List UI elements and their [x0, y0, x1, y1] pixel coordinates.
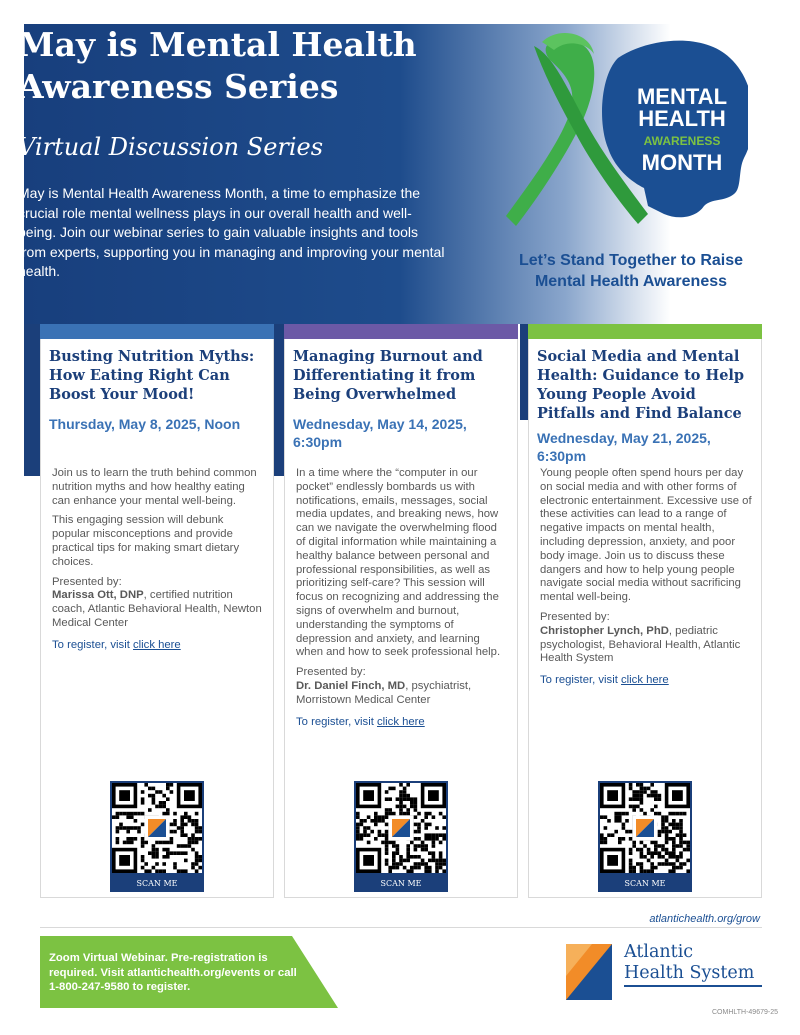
badge-awareness: AWARENESS	[643, 134, 721, 148]
card-accent-bar	[40, 324, 274, 339]
qr-code-icon[interactable]	[598, 781, 692, 875]
session-card-nutrition	[40, 324, 274, 898]
presented-label: Presented by:	[296, 666, 366, 679]
session-card-social-media	[528, 324, 762, 898]
session-date: Wednesday, May 21, 2025, 6:30pm	[537, 430, 711, 464]
description-paragraph: In a time where the “computer in our pocket” endlessly bombards us with notifications, emails, messages, social media updates, and breaking news, how can we navigate the overwhelming flood of digital information while maintaining a healthy balance between personal and professional responsibilities, as well as prioritizing self-care? This session will focus on recognizing and addressing the signs of overwhelm and burnout, understanding the symptoms of depression and anxiety, and learning when and how to seek professional help.	[296, 467, 501, 659]
qr-code-icon[interactable]	[354, 781, 448, 875]
scan-me-label: SCAN ME	[354, 875, 448, 892]
scan-me-label: SCAN ME	[110, 875, 204, 892]
zoom-registration-text: Zoom Virtual Webinar. Pre-registration is required. Visit atlantichealth.org/events or call 1-800-247-9580 to register.	[49, 952, 297, 993]
register-line: To register, visit click here	[540, 674, 669, 687]
session-title: Busting Nutrition Myths: How Eating Right Can Boost Your Mood!	[49, 348, 255, 403]
session-title: Managing Burnout and Differentiating it from Being Overwhelmed	[293, 348, 483, 403]
presenter-info	[296, 680, 508, 708]
presenter-name: Marissa Ott, DNP	[52, 589, 144, 602]
session-title: Social Media and Mental Health: Guidance to Help Young People Avoid Pitfalls and Find Balance	[537, 348, 745, 422]
presenter-name: Dr. Daniel Finch, MD	[296, 679, 406, 692]
session-date: Thursday, May 8, 2025, Noon	[49, 416, 241, 432]
badge-heading: MENTAL HEALTH	[636, 84, 728, 131]
website-url: atlantichealth.org/grow	[649, 913, 760, 925]
register-link[interactable]: click here	[377, 715, 425, 728]
organization-logo-text: Atlantic Health System	[624, 942, 755, 983]
card-accent-bar	[528, 324, 762, 339]
session-card-burnout	[284, 324, 518, 898]
session-description	[52, 467, 264, 653]
description-paragraph: This engaging session will debunk popular misconceptions and provide practical tips for making smart dietary choices.	[52, 514, 240, 568]
description-paragraph: Young people often spend hours per day on social media and with other forms of electronic entertainment. Excessive use of these activities can lead to a range of negative impacts on mental health, including depression, anxiety, and poor body image. Join us to discuss these dangers and how to help young people navigate social media without sacrificing mental well-being.	[540, 467, 752, 604]
register-line: To register, visit click here	[52, 638, 181, 651]
session-date: Wednesday, May 14, 2025, 6:30pm	[293, 416, 467, 450]
qr-code-icon[interactable]	[110, 781, 204, 875]
register-link[interactable]: click here	[621, 674, 669, 687]
footer-divider	[40, 927, 762, 928]
card-accent-bar	[284, 324, 518, 339]
presenter-details: , certified nutrition coach, Atlantic Behavioral Health, Newton Medical Center	[52, 589, 262, 629]
page-subtitle: Virtual Discussion Series	[18, 133, 324, 161]
intro-paragraph: May is Mental Health Awareness Month, a time to emphasize the crucial role mental wellness plays in our overall health and well-being. Join our webinar series to gain valuable insights and tools from experts, supporting you in managing and improving your mental health.	[18, 185, 445, 279]
presenter-info	[540, 625, 752, 666]
register-link[interactable]: click here	[133, 638, 181, 651]
document-code: COMHLTH-49679-25	[711, 1009, 778, 1016]
session-description	[540, 467, 752, 688]
description-paragraph: Join us to learn the truth behind common nutrition myths and how healthy eating can enhance your mental well-being.	[52, 467, 257, 507]
logo-underline	[624, 985, 762, 987]
presented-label: Presented by:	[540, 610, 610, 623]
tagline: Let’s Stand Together to Raise Mental Health Awareness	[518, 252, 744, 290]
presenter-name: Christopher Lynch, PhD	[540, 624, 669, 637]
badge-month: MONTH	[641, 150, 723, 175]
presented-label: Presented by:	[52, 575, 122, 588]
presenter-details: , pediatric psychologist, Behavioral Health, Atlantic Health System	[540, 624, 741, 665]
session-description	[296, 467, 508, 729]
page-title: May is Mental Health Awareness Series	[18, 25, 417, 106]
presenter-details: , psychiatrist, Morristown Medical Center	[296, 679, 472, 706]
register-line: To register, visit click here	[296, 715, 425, 728]
presenter-info	[52, 589, 264, 630]
atlantic-health-logo-icon	[566, 944, 612, 1000]
scan-me-label: SCAN ME	[598, 875, 692, 892]
